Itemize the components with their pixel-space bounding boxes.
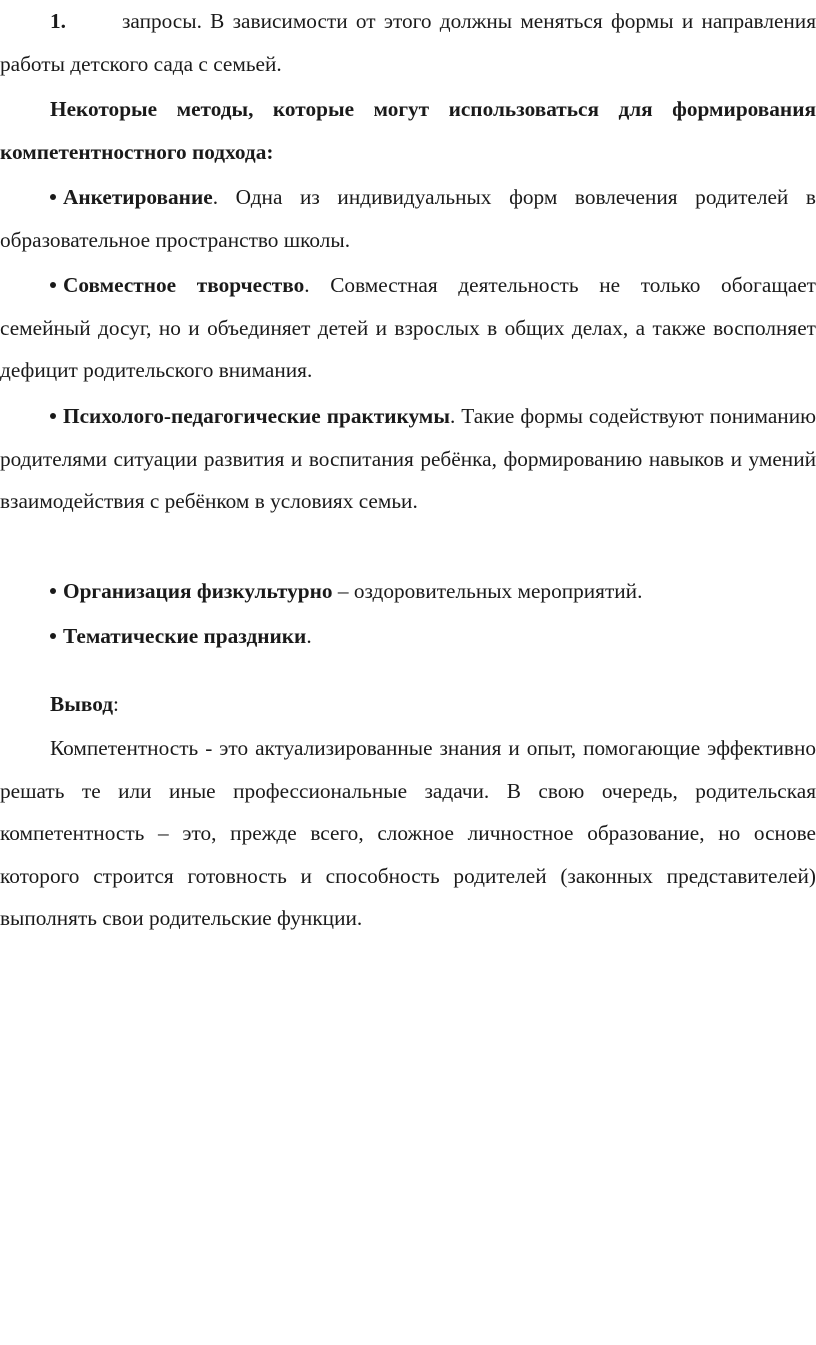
method-title: Совместное творчество (63, 273, 305, 297)
bullet-icon (50, 633, 56, 639)
methods-heading: Некоторые методы, которые могут использоваться для формирования компетентностного подхода: (0, 97, 816, 164)
conclusion-paragraph: Компетентность - это актуализированные знания и опыт, помогающие эффективно решать те или иные профессиональные задачи. В свою очередь, родительская компетентность – это, прежде всего, сложное личностное образование, но основе которого строится готовность и способность родителей (законных представителей) выполнять свои родительские функции. (0, 736, 816, 930)
bullet-icon (50, 282, 56, 288)
intro-paragraph (0, 0, 816, 85)
method-title: Тематические праздники (63, 624, 307, 648)
intro-text: запросы. В зависимости от этого должны меняться формы и направления работы детского сада с семьей. (0, 9, 816, 76)
bullet-icon (50, 194, 56, 200)
method-item-joint-creativity (0, 264, 816, 392)
method-item-workshops (0, 395, 816, 523)
method-text: – оздоровительных мероприятий. (332, 579, 643, 603)
method-text: . (306, 624, 312, 648)
method-title: Анкетирование (63, 185, 213, 209)
conclusion-colon: : (113, 692, 119, 716)
method-text: . Одна из индивидуальных форм вовлечения родителей в образовательное пространство школы. (0, 185, 816, 252)
bullet-icon (50, 588, 56, 594)
method-text: . Такие формы содействуют пониманию родителями ситуации развития и воспитания ребёнка, формированию навыков и умений взаимодействия с ребёнком в условиях семьи. (0, 404, 816, 513)
method-item-sports (0, 570, 816, 613)
bullet-icon (50, 413, 56, 419)
method-item-holidays (0, 615, 816, 658)
conclusion-label: Вывод (50, 692, 113, 716)
method-title: Организация физкультурно (63, 579, 333, 603)
conclusion-label-line (0, 683, 816, 726)
method-text: . Совместная деятельность не только обогащает семейный досуг, но и объединяет детей и взрослых в общих делах, а также восполняет дефицит родительского внимания. (0, 273, 816, 382)
method-item-survey (0, 176, 816, 261)
list-number: 1. (50, 9, 66, 33)
method-title: Психолого-педагогические практикумы (63, 404, 450, 428)
